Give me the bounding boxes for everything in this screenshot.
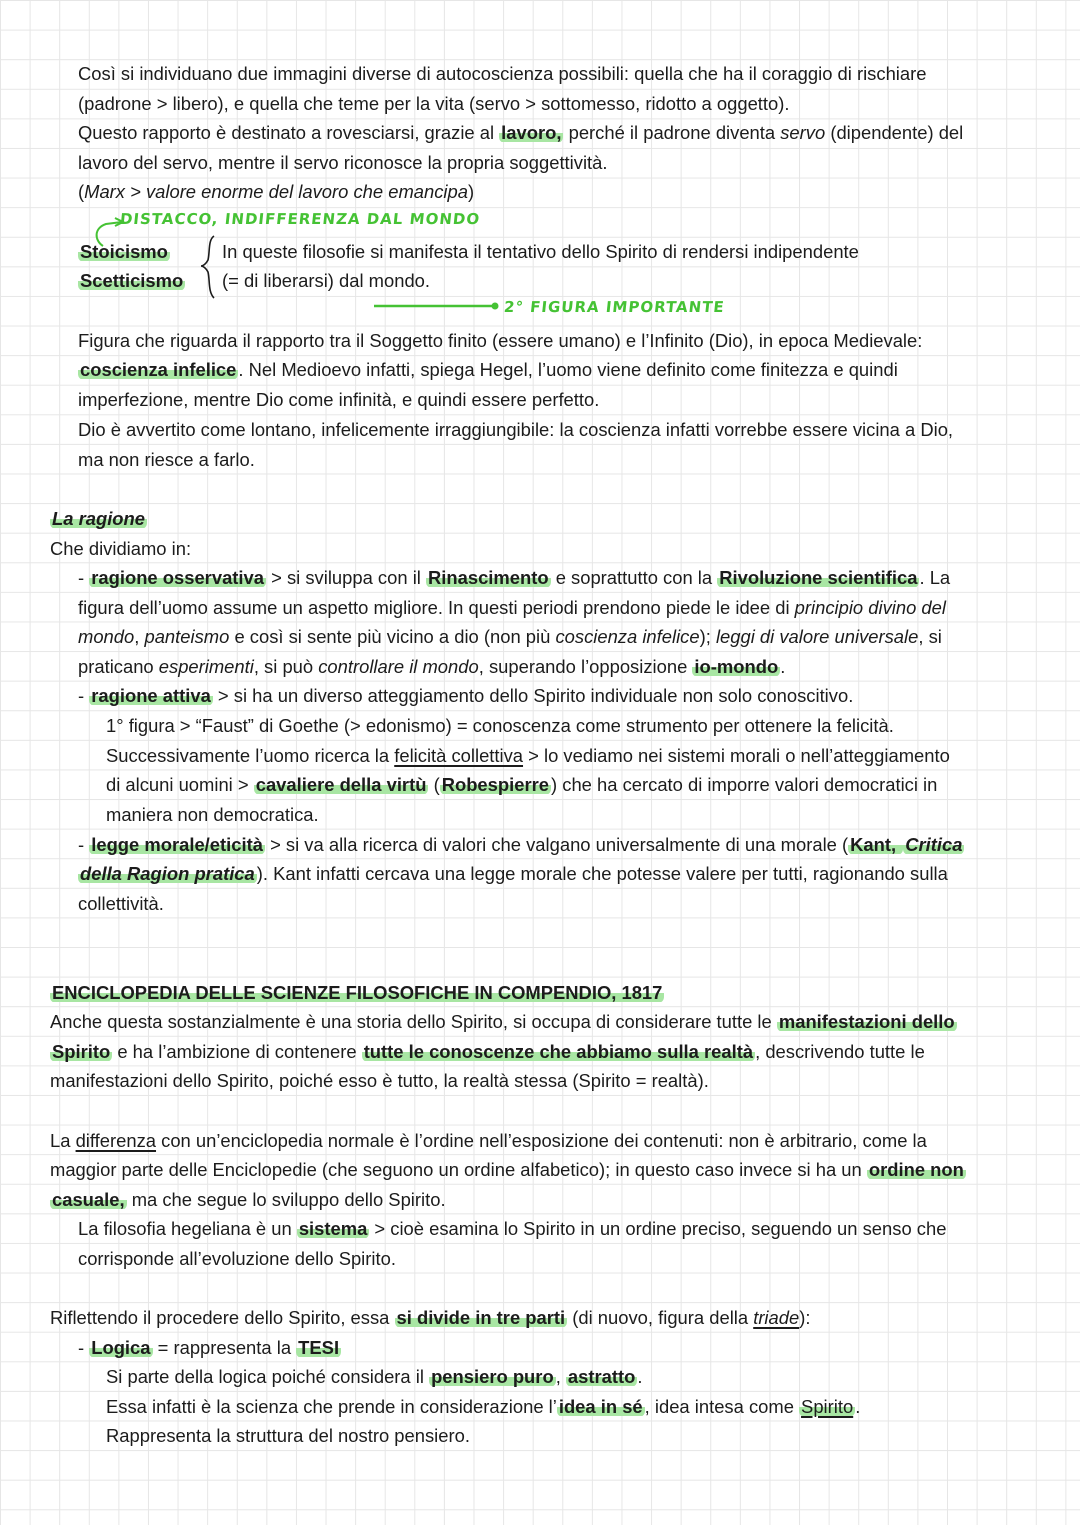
paragraph-line: Riflettendo il procedere dello Spirito, essa si divide in tre parti (di nuovo, figura della triade): [50,1307,811,1328]
paragraph-line: corrisponde all’evoluzione dello Spirito. [78,1248,396,1269]
term-stoicismo: Stoicismo [80,241,168,262]
paragraph-line: La differenza con un’enciclopedia normale è l’ordine nell’esposizione dei contenuti: non è arbitrario, come la [50,1130,927,1151]
paragraph-line: imperfezione, mentre Dio come infinità, e quindi essere perfetto. [78,389,600,410]
paragraph-line: Così si individuano due immagini diverse di autocoscienza possibili: quella che ha il coraggio di rischiare [78,63,927,84]
list-item: - ragione attiva > si ha un diverso atteggiamento dello Spirito individuale non solo conoscitivo. [78,685,854,706]
list-item: - legge morale/eticità > si va alla ricerca di valori che valgano universalmente di una morale ( Kant, Critica [78,834,963,855]
section-heading-enciclopedia: ENCICLOPEDIA DELLE SCIENZE FILOSOFICHE IN COMPENDIO, 1817 [52,982,663,1003]
paragraph-line: Anche questa sostanzialmente è una storia dello Spirito, si occupa di considerare tutte le manifestazioni dello [50,1011,955,1032]
paragraph-line: collettività. [78,893,164,914]
paragraph-line: Spirito e ha l’ambizione di contenere tutte le conoscenze che abbiamo sulla realtà , descrivendo tutte le [52,1041,925,1062]
note-distacco: DISTACCO, INDIFFERENZA DAL MONDO [119,210,482,228]
paragraph-line: Che dividiamo in: [50,538,192,559]
curly-brace [201,236,214,298]
paragraph-line: di alcuni uomini > cavaliere della virtù ( Robespierre ) che ha cercato di imporre valori democratici in [106,774,938,795]
paragraph-line: Figura che riguarda il rapporto tra il Soggetto finito (essere umano) e l’Infinito (Dio), in epoca Medievale: [78,330,923,351]
paragraph-line: (padrone > libero), e quella che teme per la vita (servo > sottomesso, ridotto a oggetto). [78,93,790,114]
note-figura-importante: 2° FIGURA IMPORTANTE [503,298,726,316]
paragraph-line: ma non riesce a farlo. [78,449,255,470]
paragraph-line: manifestazioni dello Spirito, poiché esso è tutto, la realtà stessa (Spirito = realtà). [50,1070,709,1091]
term-scetticismo: Scetticismo [80,270,184,291]
section-heading-ragione: La ragione [52,508,145,529]
paragraph-line: mondo, panteismo e così si sente più vicino a dio (non più coscienza infelice); leggi di valore universale, si [78,626,942,647]
paragraph-line: praticano esperimenti, si può controllare il mondo, superando l’opposizione io-mondo . [78,656,786,677]
paragraph-line: coscienza infelice . Nel Medioevo infatti, spiega Hegel, l’uomo viene definito come finitezza e quindi [80,359,898,380]
paragraph-line: Dio è avvertito come lontano, infelicemente irraggiungibile: la coscienza infatti vorrebbe essere vicina a Dio, [78,419,954,440]
paragraph-line: della Ragion pratica ). Kant infatti cercava una legge morale che potesse valere per tutti, ragionando sulla [80,863,948,884]
paragraph-line: (= di liberarsi) dal mondo. [222,270,431,291]
paragraph-line: Si parte della logica poiché considera il pensiero puro , astratto . [106,1366,643,1387]
paragraph-line: maggior parte delle Enciclopedie (che seguono un ordine alfabetico); in questo caso invece si ha un ordine non [50,1159,964,1180]
paragraph-line: Questo rapporto è destinato a rovesciarsi, grazie al lavoro, perché il padrone diventa servo (dipendente) del [78,122,964,143]
paragraph-line: Essa infatti è la scienza che prende in considerazione l’ idea in sé , idea intesa come Spirito . [106,1396,861,1417]
list-item: - ragione osservativa > si sviluppa con il Rinascimento e soprattutto con la Rivoluzione scientifica . La [78,567,951,588]
list-item: - Logica = rappresenta la TESI [78,1337,340,1358]
paragraph-line: lavoro del servo, mentre il servo riconosce la propria soggettività. [78,152,608,173]
paragraph-line: figura dell’uomo assume un aspetto migliore. In questi periodi prendono piede le idee di principio divino del [78,597,946,618]
paragraph-line: La filosofia hegeliana è un sistema > cioè esamina lo Spirito in un ordine preciso, seguendo un senso che [78,1218,947,1239]
figura-arrow-dot [492,303,499,310]
paragraph-line: In queste filosofie si manifesta il tentativo dello Spirito di rendersi indipendente [222,241,859,262]
paragraph-line: (Marx > valore enorme del lavoro che emancipa) [78,181,475,202]
paragraph-line: 1° figura > “Faust” di Goethe (> edonismo) = conoscenza come strumento per ottenere la felicità. [106,715,894,736]
paragraph-line: Successivamente l’uomo ricerca la felicità collettiva > lo vediamo nei sistemi morali o nell’atteggiamento [106,745,950,766]
paragraph-line: Rappresenta la struttura del nostro pensiero. [106,1425,470,1446]
paragraph-line: maniera non democratica. [106,804,319,825]
paragraph-line: casuale, ma che segue lo sviluppo dello Spirito. [52,1189,446,1210]
